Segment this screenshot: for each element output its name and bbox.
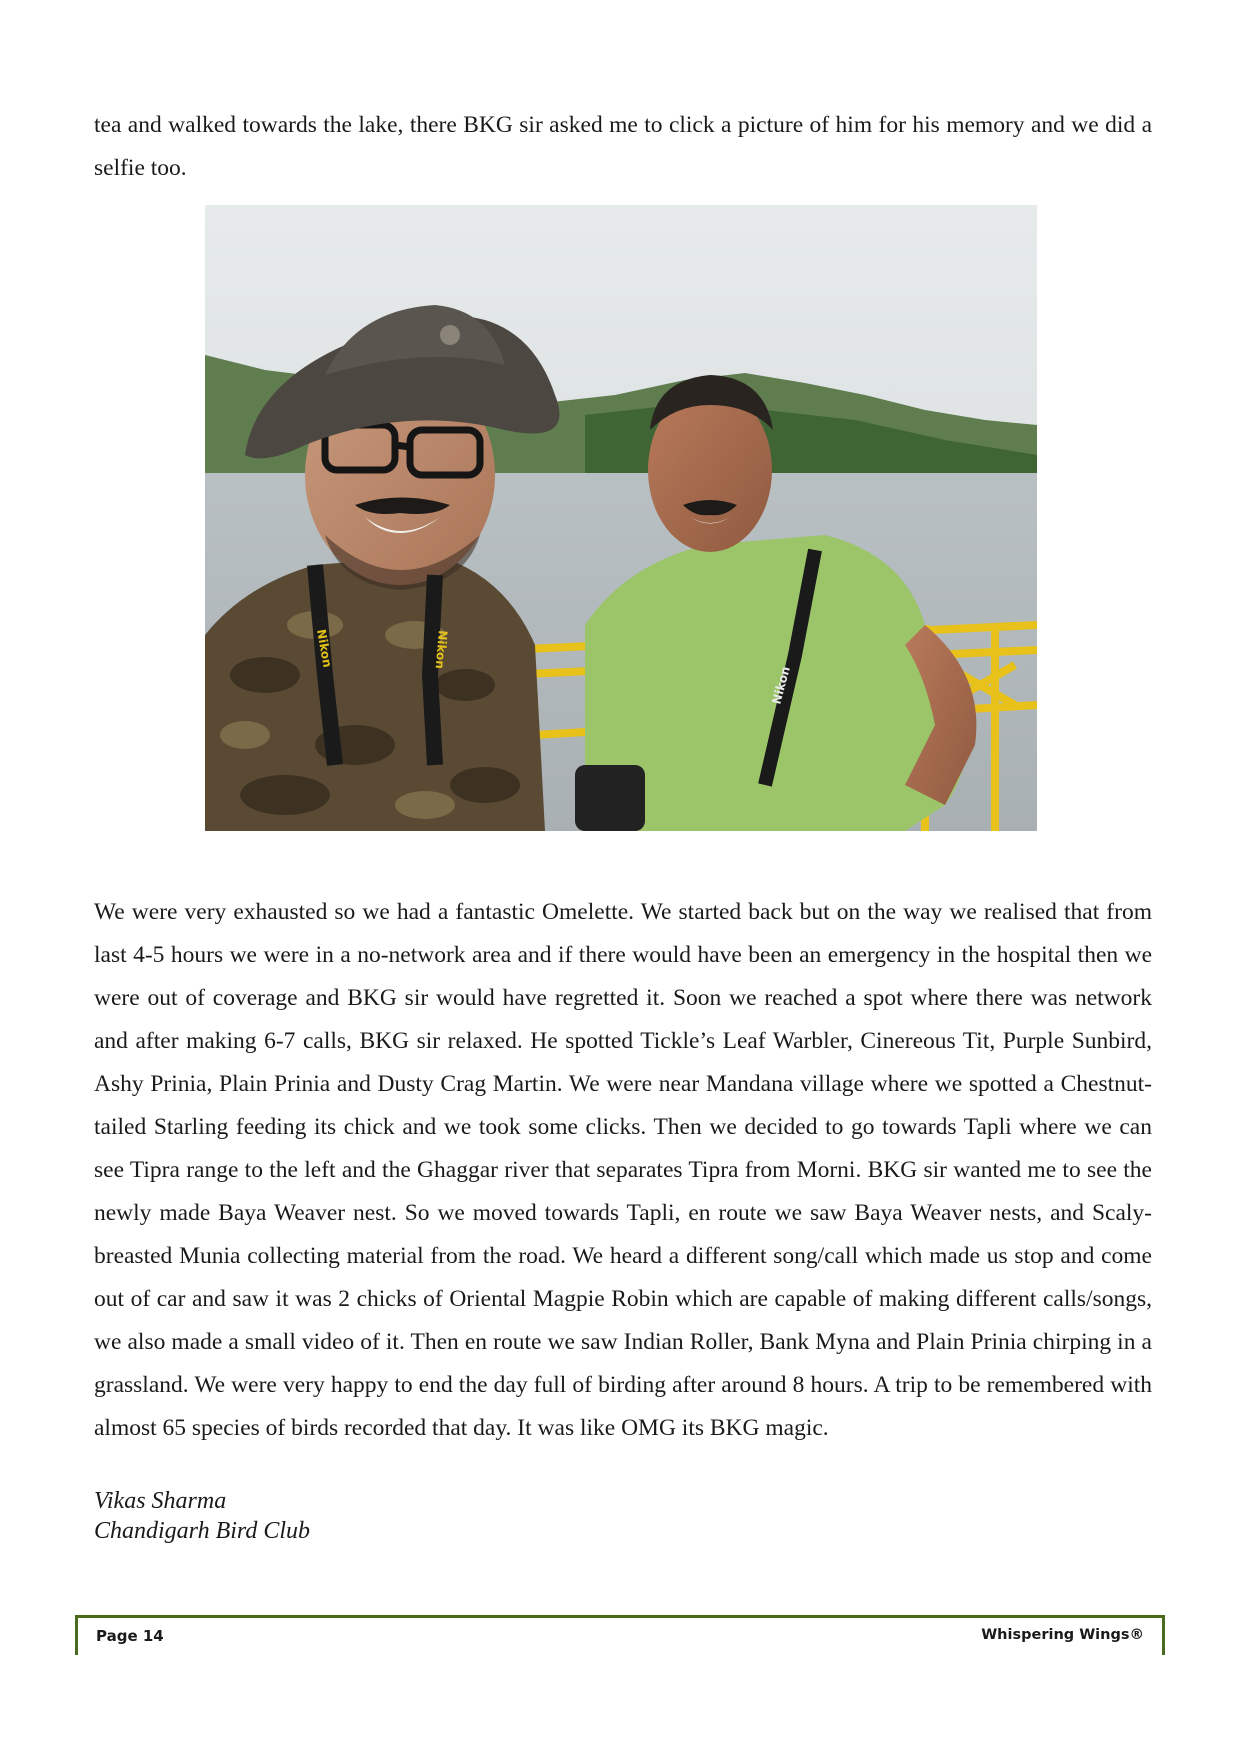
author-name: Vikas Sharma (94, 1488, 227, 1514)
author-signature (94, 1486, 310, 1546)
selfie-photo (205, 205, 1037, 831)
publication-name: Whispering Wings® (981, 1627, 1144, 1643)
strap-label-left: Nikon (314, 628, 335, 669)
intro-paragraph: tea and walked towards the lake, there BKG sir asked me to click a picture of him for his memory and we did a selfie too. (94, 111, 1152, 181)
left-camera-strap-2 (430, 575, 435, 765)
strap-label-right: Nikon (769, 664, 793, 706)
page-number: Page 14 (96, 1627, 164, 1645)
binoculars (575, 765, 645, 831)
author-affiliation: Chandigarh Bird Club (94, 1518, 311, 1544)
strap-label-middle: Nikon (432, 629, 450, 670)
hat-badge (440, 325, 460, 345)
page-footer (75, 1615, 1165, 1655)
main-paragraph: We were very exhausted so we had a fantastic Omelette. We started back but on the way we realised that from last 4-5 hours we were in a no-network area and if there would have been an emergency in the hospital then we were out of coverage and BKG sir would have regretted it. Soon we reached a spot where there was network and after making 6-7 calls, BKG sir relaxed. He spotted Tickle’s Leaf Warbler, Cinereous Tit, Purple Sunbird, Ashy Prinia, Plain Prinia and Dusty Crag Martin. We were near Mandana village where we spotted a Chestnut-tailed Starling feeding its chick and we took some clicks. Then we decided to go towards Tapli where we can see Tipra range to the left and the Ghaggar river that separates Tipra from Morni. BKG sir wanted me to see the newly made Baya Weaver nest. So we moved towards Tapli, en route we saw Baya Weaver nests, and Scaly-breasted Munia collecting material from the road. We heard a different song/call which made us stop and come out of car and saw it was 2 chicks of Oriental Magpie Robin which are capable of making different calls/songs, we also made a small video of it. Then en route we saw Indian Roller, Bank Myna and Plain Prinia chirping in a grassland. We were very happy to end the day full of birding after around 8 hours. A trip to be remembered with almost 65 species of birds recorded that day. It was like OMG its BKG magic. (94, 898, 1152, 1441)
